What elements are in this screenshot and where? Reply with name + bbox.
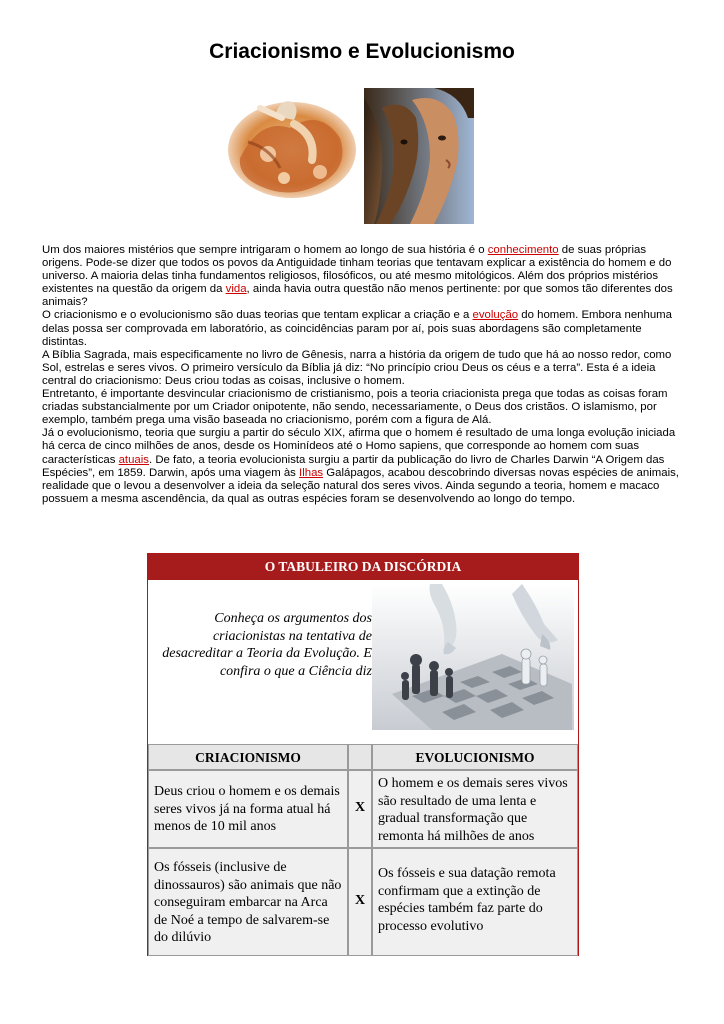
- discord-board-box: [147, 553, 579, 956]
- link-conhecimento[interactable]: conhecimento: [487, 244, 559, 256]
- chess-board-image: [372, 584, 574, 730]
- paragraph-1: Um dos maiores mistérios que sempre intrigaram o homem ao longo de sua história é o conhecimento de suas próprias origens. Pode-se dizer que todos os povos da Antiguidade tinham teorias que tentavam explicar a existência do homem e do universo. A maioria delas tinha fundamentos religiosos, filosóficos, ou até mesmo mitológicos. Além dos próprios mistérios existentes na questão da origem da vida, ainda havia outra questão não menos pertinente: por que somos tão diferentes dos animais?: [42, 244, 673, 309]
- article-body: [42, 244, 684, 506]
- header-cell-middle: [348, 744, 372, 770]
- link-ilhas[interactable]: Ilhas: [299, 466, 324, 479]
- evolutionism-cell: Os fósseis e sua datação remota confirmam que a extinção de espécies também faz parte do processo evolutivo: [372, 848, 578, 956]
- header-cell-evolucionismo: EVOLUCIONISMO: [372, 744, 578, 770]
- table-row: [148, 848, 578, 956]
- creationism-cell: Os fósseis (inclusive de dinossauros) são animais que não conseguiram embarcar na Arca de Noé a tempo de salvarem-se do dilúvio: [148, 848, 348, 956]
- evolution-faces-image: [364, 88, 474, 224]
- page-title: Criacionismo e Evolucionismo: [209, 40, 515, 63]
- paragraph-5: Já o evolucionismo, teoria que surgiu a partir do século XIX, afirma que o homem é resultado de uma longa evolução iniciada há cerca de cinco milhões de anos, desde os Hominídeos até o Homo sapiens, que corresponde ao homem com suas características atuais. De fato, a teoria evolucionista surgiu a partir da publicação do livro de Charles Darwin “A Origem das Espécies”, em 1859. Darwin, após uma viagem às Ilhas Galápagos, acabou descobrindo diversas novas espécies de animais, realidade que o levou a desenvolver a ideia da seleção natural dos seres vivos. Ainda segundo a teoria, homem e macaco possuem a mesma ascendência, da qual as outras espécies foram se desenvolvendo ao longo do tempo.: [42, 427, 679, 505]
- link-atuais[interactable]: atuais: [118, 453, 149, 466]
- table-row: [148, 770, 578, 848]
- versus-cell: X: [348, 770, 372, 848]
- versus-cell: X: [348, 848, 372, 956]
- link-vida[interactable]: vida: [225, 283, 247, 296]
- paragraph-4: Entretanto, é importante desvincular criacionismo de cristianismo, pois a teoria criacionista prega que todas as coisas foram criadas substancialmente por um Criador onipotente, não sendo, necessariamente, o Deus dos cristãos. O islamismo, por exemplo, também prega uma visão baseada no criacionismo, porém com a figura de Alá.: [42, 388, 668, 427]
- creation-painting-image: [220, 88, 360, 204]
- paragraph-3: A Bíblia Sagrada, mais especificamente no livro de Gênesis, narra a história da origem de tudo que há ao nosso redor, como Sol, estrelas e seres vivos. O primeiro versículo da Bíblia já diz: “No princípio criou Deus os céus e a terra”. Esta é a ideia central do criacionismo: Deus criou todas as coisas, inclusive o homem.: [42, 348, 672, 387]
- paragraph-2: O criacionismo e o evolucionismo são duas teorias que tentam explicar a criação e a evolução do homem. Embora nenhuma delas possa ser comprovada em laboratório, as coincidências param por aí, pois suas abordagens são completamente distintas.: [42, 309, 672, 348]
- box-intro-text: Conheça os argumentos dos criacionistas na tentativa de desacreditar a Teoria da Evolução. E confira o que a Ciência diz: [162, 611, 372, 679]
- creationism-cell: Deus criou o homem e os demais seres vivos já na forma atual há menos de 10 mil anos: [148, 770, 348, 848]
- header-cell-criacionismo: CRIACIONISMO: [148, 744, 348, 770]
- box-header: O TABULEIRO DA DISCÓRDIA: [148, 554, 578, 580]
- evolutionism-cell: O homem e os demais seres vivos são resultado de uma lenta e gradual transformação que remonta há milhões de anos: [372, 770, 578, 848]
- table-header-row: [148, 744, 578, 770]
- link-evolucao[interactable]: evolução: [472, 309, 519, 322]
